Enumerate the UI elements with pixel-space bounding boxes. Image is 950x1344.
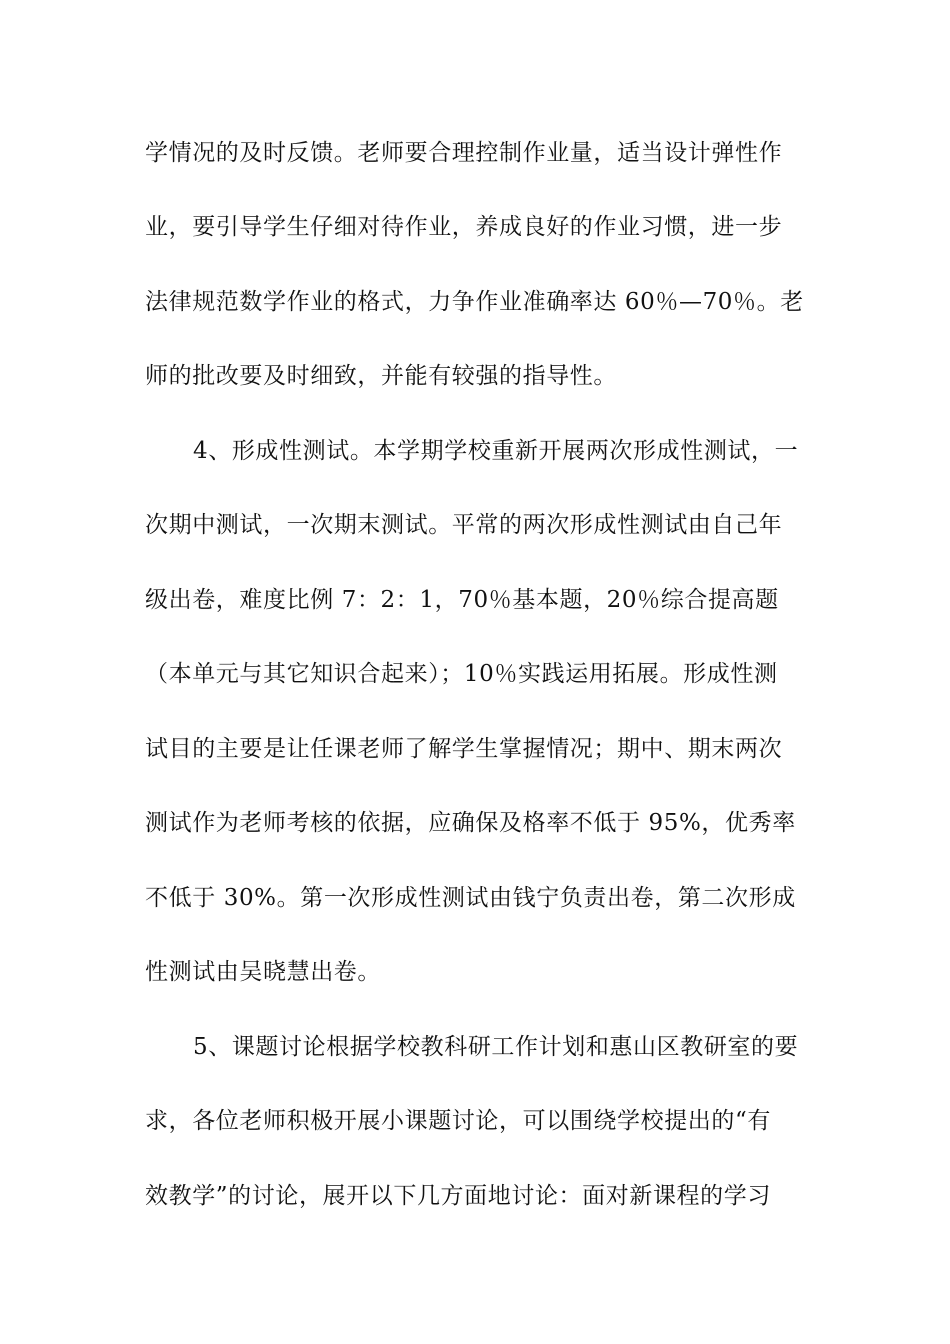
text-line: 法律规范数学作业的格式，力争作业准确率达 60％—70％。老 [145,289,804,315]
text-line: 性测试由吴晓慧出卷。 [145,959,381,985]
paragraph-start-line: 4、形成性测试。本学期学校重新开展两次形成性测试，一 [193,438,799,464]
text-line: 测试作为老师考核的依据，应确保及格率不低于 95%，优秀率 [145,810,796,836]
text-line: 级出卷，难度比例 7：2：1，70％基本题，20％综合提高题 [145,587,779,613]
text-line: （本单元与其它知识合起来）；10％实践运用拓展。形成性测 [145,661,778,687]
text-line: 师的批改要及时细致，并能有较强的指导性。 [145,363,617,389]
text-line: 业，要引导学生仔细对待作业，养成良好的作业习惯，进一步 [145,214,783,240]
text-line: 不低于 30%。第一次形成性测试由钱宁负责出卷，第二次形成 [145,885,796,911]
text-line: 求，各位老师积极开展小课题讨论，可以围绕学校提出的“有 [145,1108,771,1134]
text-line: 效教学”的讨论，展开以下几方面地讨论：面对新课程的学习 [145,1183,771,1209]
text-line: 次期中测试，一次期末测试。平常的两次形成性测试由自己年 [145,512,783,538]
text-line: 试目的主要是让任课老师了解学生掌握情况；期中、期末两次 [145,736,783,762]
paragraph-start-line: 5、课题讨论根据学校教科研工作计划和惠山区教研室的要 [193,1034,799,1060]
text-line: 学情况的及时反馈。老师要合理控制作业量，适当设计弹性作 [145,140,783,166]
